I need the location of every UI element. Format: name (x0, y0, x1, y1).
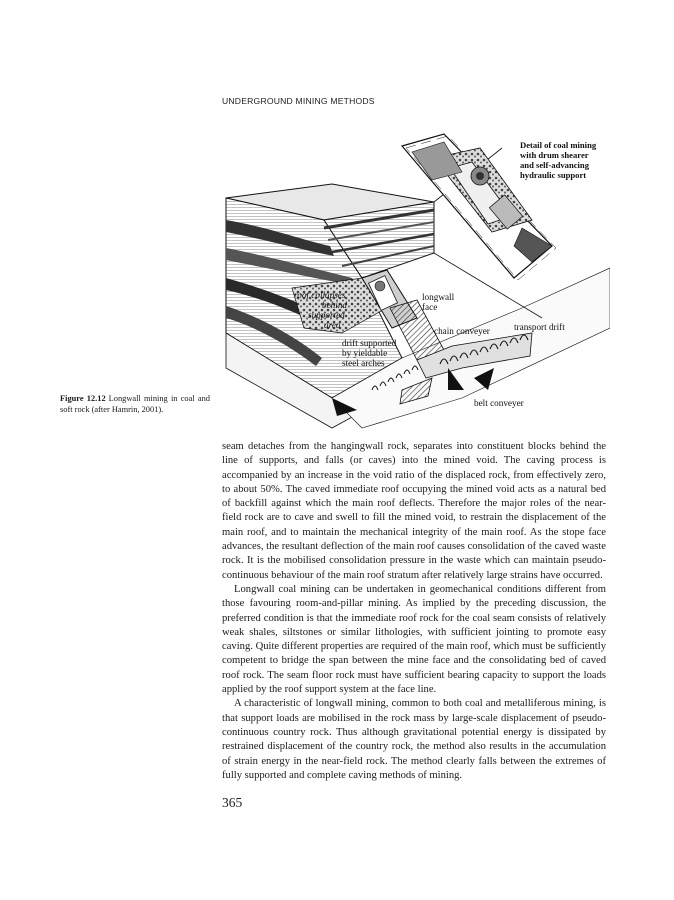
figure-caption (60, 393, 210, 415)
drift-supported-label-line-2: by yieldable (342, 348, 388, 358)
longwall-face-label-line-2: face (422, 302, 438, 312)
longwall-illustration (212, 128, 610, 440)
running-head: UNDERGROUND MINING METHODS (222, 96, 375, 106)
roof-label-line-4: area (324, 320, 341, 330)
page-number: 365 (222, 795, 243, 810)
drift-supported-label-line-3: steel arches (342, 358, 385, 368)
roof-label-line-3: supported (308, 310, 345, 320)
drift-supported-label-line-1: drift supported (342, 338, 397, 348)
longwall-face-label-line-1: longwall (422, 292, 455, 302)
detail-title-line-4: hydraulic support (520, 170, 587, 180)
figure-caption-text: Longwall mining in coal and soft rock (after Hamrin, 2001). (60, 394, 210, 415)
body-text (222, 440, 606, 783)
body-paragraph-2: Longwall coal mining can be undertaken in geomechanical conditions different from those favouring room-and-pillar mining. As implied by the preceding discussion, the preferred condition is that the immediate roof rock for the coal seam consists of relatively weak shales, siltstones or similar lithologies, with sufficient jointing to promote easy caving. Quite different properties are required of the main roof, which must be sufficiently competent to bridge the span between the mine face and the consolidating bed of caved roof rock. The seam floor rock must have sufficient bearing capacity to support the loads applied by the roof support system at the face line. (222, 583, 606, 696)
transport-drift-label: transport drift (514, 322, 565, 332)
belt-conveyer-label: belt conveyer (474, 398, 524, 408)
body-paragraph-3: A characteristic of longwall mining, common to both coal and metalliferous mining, is that support loads are mobilised in the rock mass by large-scale displacement of pseudo-continuous country rock. Thus although gravitational potential energy is dissipated by restrained displacement of the country rock, the method also results in the accumulation of strain energy in the near-field rock. The method clearly falls between the extremes of fully supported and complete caving methods of mining. (222, 698, 606, 781)
detail-title-line-1: Detail of coal mining (520, 140, 597, 150)
roof-label-line-1: roof collapses (294, 290, 346, 300)
longwall-mining-figure (212, 128, 610, 440)
detail-title-line-2: with drum shearer (520, 150, 589, 160)
roof-label-line-2: behind (322, 300, 348, 310)
chain-conveyer-label: chain conveyer (434, 326, 490, 336)
detail-title-line-3: and self-advancing (520, 160, 590, 170)
body-paragraph-1: seam detaches from the hangingwall rock, separates into constituent blocks behind the line of supports, and falls (or caves) into the mined void. The caving process is accompanied by an increase in the void ratio of the displaced rock, from effectively zero, to about 50%. The caved immediate roof occupying the mined void acts as a natural bed of backfill against which the main roof deflects. Therefore the major roles of the near-field rock are to cave and swell to fill the mined void, to restrain the displacement of the main roof, and to maintain the mechanical integrity of the main roof. As the stope face advances, the resultant deflection of the main roof causes consolidation of the caved waste rock. It is the mobilised consolidation pressure in the waste which can maintain pseudo-continuous behaviour of the main roof stratum after relatively large strains have occurred. (222, 441, 606, 581)
figure-caption-label: Figure 12.12 (60, 394, 106, 403)
